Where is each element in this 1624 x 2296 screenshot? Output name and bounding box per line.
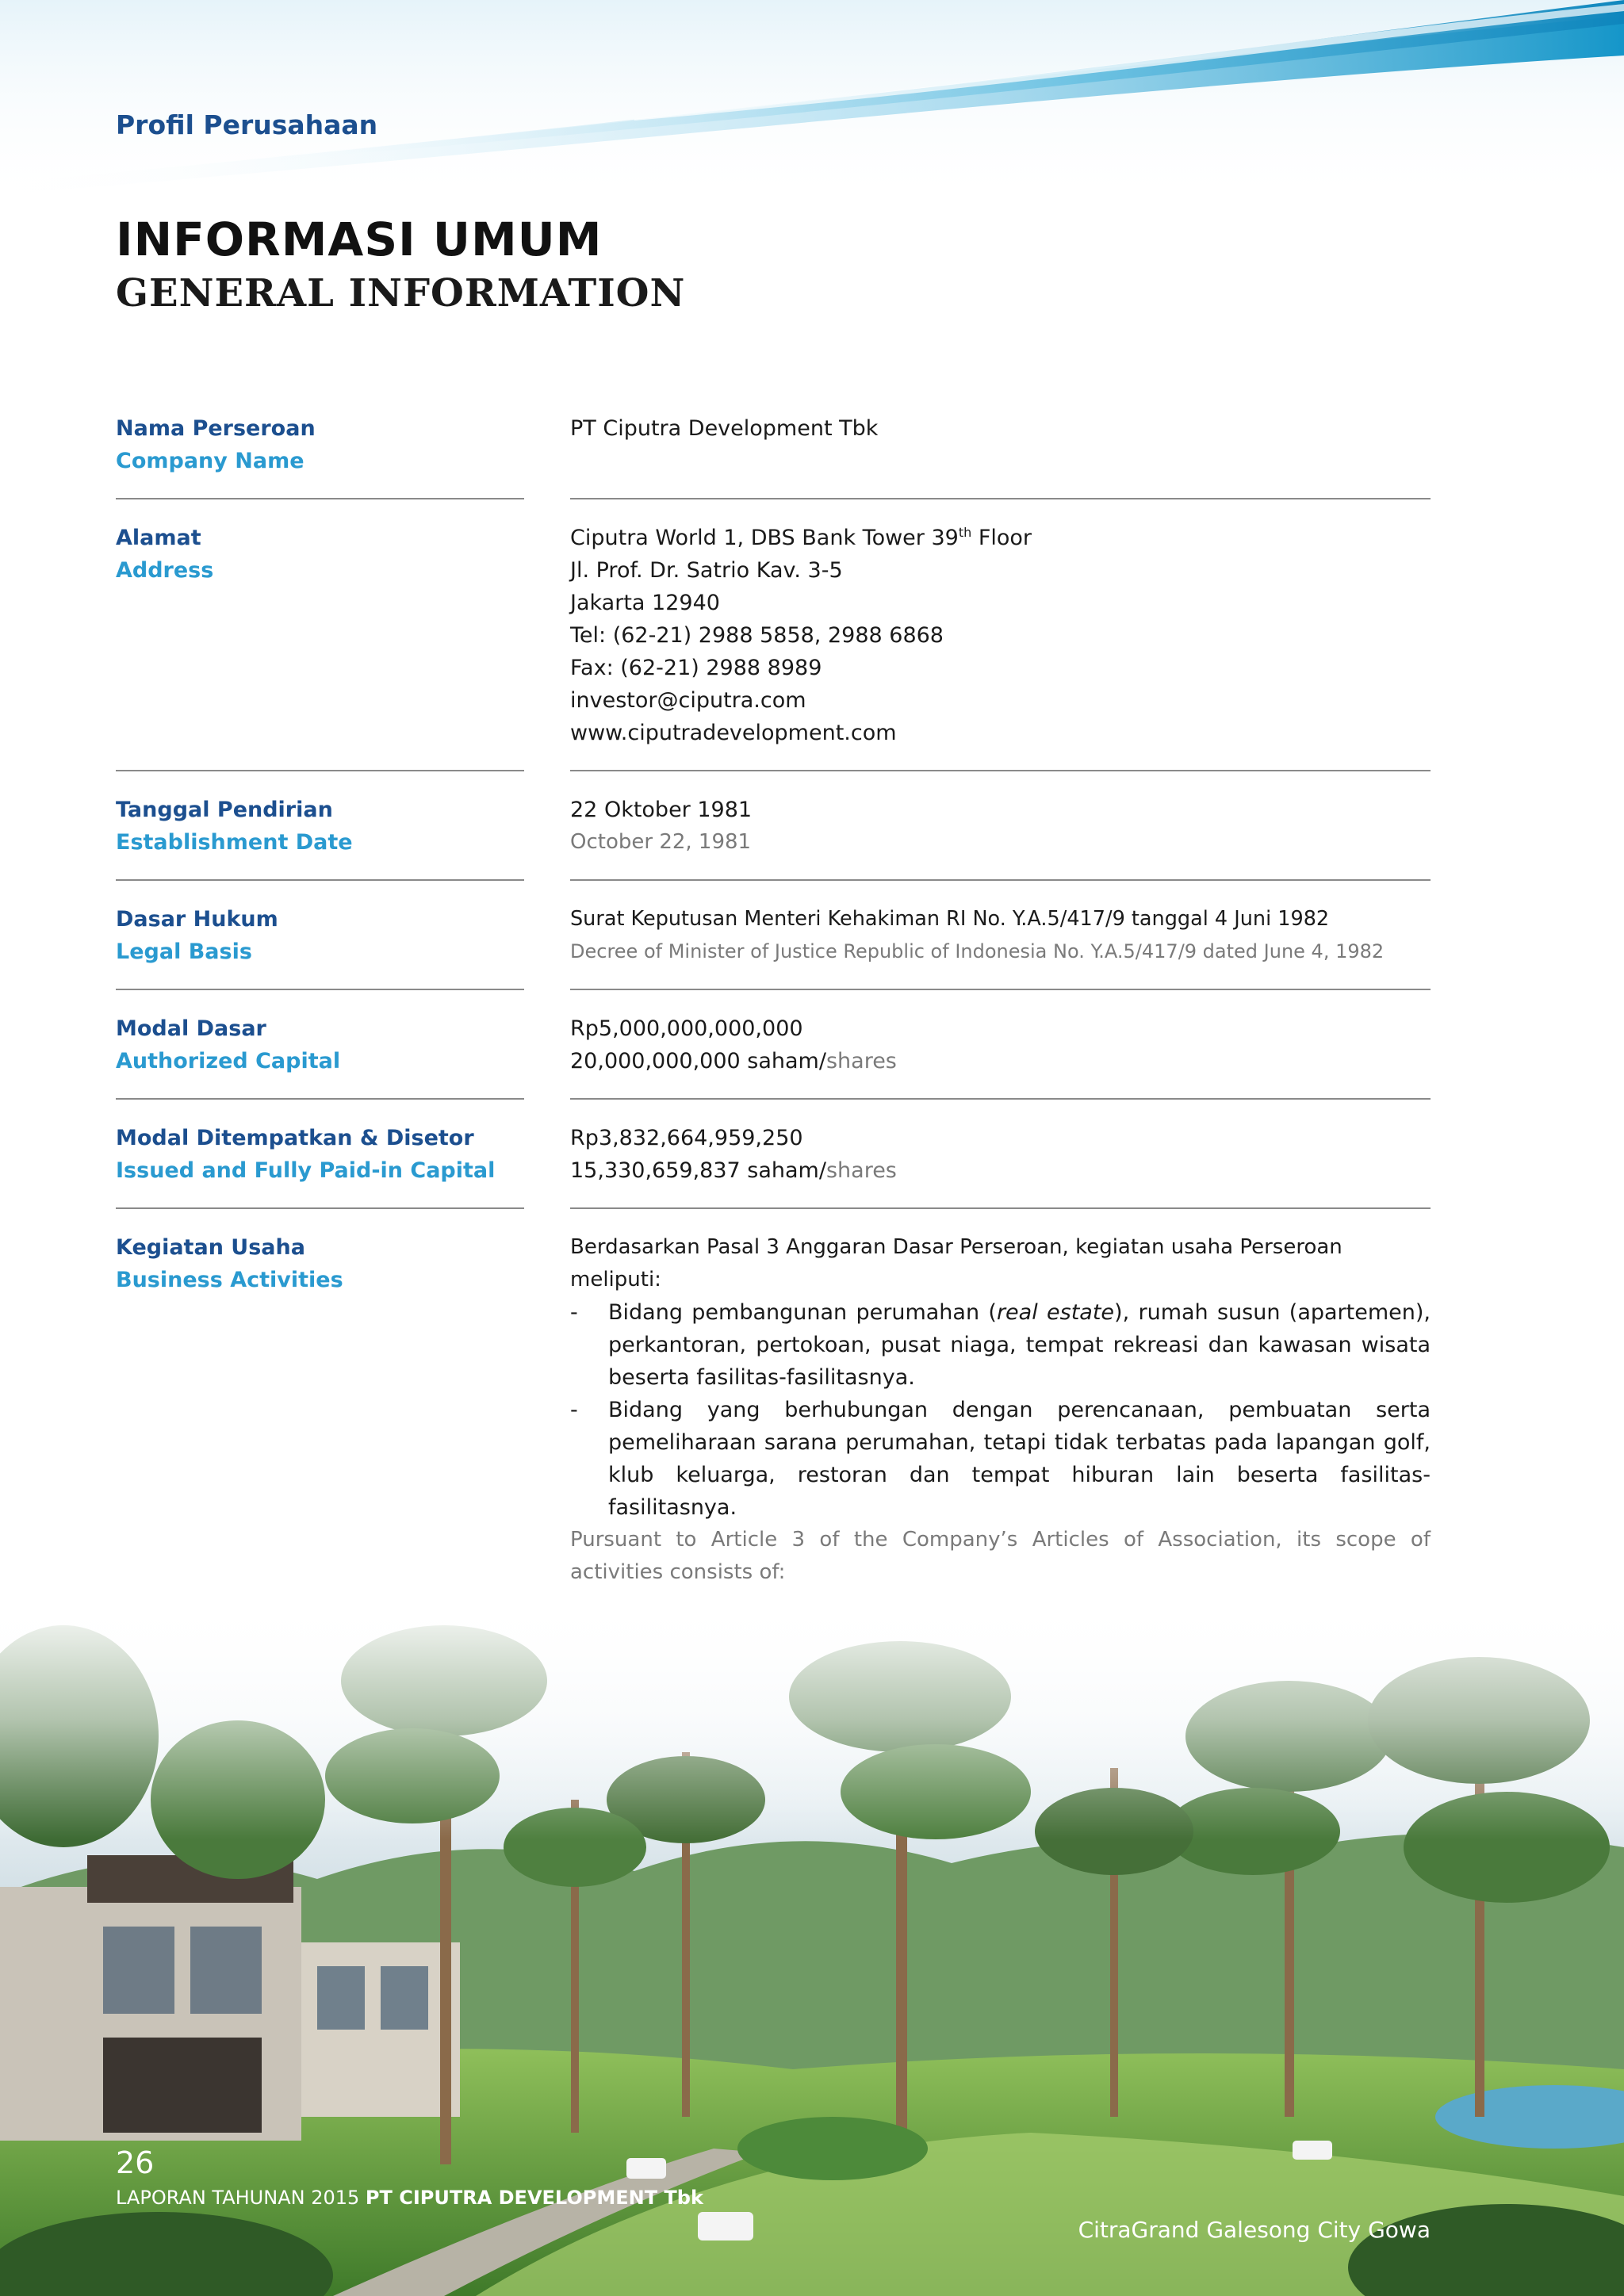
- general-info-table: [116, 412, 1431, 1751]
- website-link[interactable]: www.ciputradevelopment.com: [570, 721, 897, 745]
- establishment-date-en: October 22, 1981: [570, 830, 752, 854]
- bullet-text: [608, 1296, 1431, 1394]
- fax: Fax: (62-21) 2988 8989: [570, 656, 822, 680]
- row-divider: [116, 1098, 1431, 1100]
- row-label-id: Kegiatan Usaha: [116, 1235, 305, 1260]
- bullet-text-italic: real estate: [996, 1300, 1115, 1325]
- bullet-dash: -: [570, 1300, 578, 1325]
- shares-word-en: shares: [825, 1158, 897, 1183]
- legal-basis-id: Surat Keputusan Menteri Kehakiman RI No. Y.A.5/417/9 tanggal 4 Juni 1982: [570, 907, 1330, 931]
- page-title: INFORMASI UMUM: [116, 212, 603, 266]
- section-label: Profil Perusahaan: [116, 109, 378, 140]
- row-label-id: Nama Perseroan: [116, 416, 316, 441]
- row-label-id: Dasar Hukum: [116, 907, 278, 932]
- establishment-date-id: 22 Oktober 1981: [570, 798, 753, 822]
- legal-basis-en: Decree of Minister of Justice Republic of Indonesia No. Y.A.5/417/9 dated June 4, 1982: [570, 940, 1385, 962]
- row-divider: [116, 1207, 1431, 1209]
- row-label-id: Tanggal Pendirian: [116, 798, 333, 822]
- info-row-authorized-capital: [116, 1012, 1431, 1077]
- address-line-1: [570, 522, 1431, 554]
- address-line-1-text: Ciputra World 1, DBS Bank Tower 39: [570, 526, 959, 550]
- issued-capital-amount: Rp3,832,664,959,250: [570, 1126, 803, 1150]
- row-divider: [116, 498, 1431, 499]
- header-swoosh-graphic: [0, 0, 1624, 206]
- ordinal-suffix: th: [958, 525, 972, 540]
- address-line-2: Jl. Prof. Dr. Satrio Kav. 3-5: [570, 558, 843, 583]
- row-label-en: Legal Basis: [116, 939, 252, 964]
- shares-word-en: shares: [825, 1049, 897, 1073]
- business-intro-id: Berdasarkan Pasal 3 Anggaran Dasar Perseroan, kegiatan usaha Perseroan meliputi:: [570, 1235, 1342, 1292]
- image-caption: CitraGrand Galesong City Gowa: [1078, 2217, 1431, 2243]
- row-divider: [116, 770, 1431, 771]
- telephone: Tel: (62-21) 2988 5858, 2988 6868: [570, 623, 944, 648]
- bullet-text-part: ), rumah susun (apartemen), perkantoran, pertokoan, pusat niaga, tempat rekreasi dan kawasan wisata beserta fasilitas-fasilitasnya.: [608, 1300, 1431, 1390]
- row-divider: [116, 879, 1431, 881]
- info-row-establishment-date: [116, 794, 1431, 859]
- row-label-en: Business Activities: [116, 1268, 343, 1292]
- address-line-3: Jakarta 12940: [570, 591, 720, 615]
- info-row-address: [116, 522, 1431, 749]
- row-label-en: Address: [116, 558, 214, 583]
- info-row-issued-capital: [116, 1122, 1431, 1187]
- row-label-id: Alamat: [116, 526, 201, 550]
- row-label-en: Company Name: [116, 449, 304, 473]
- company-name-value: PT Ciputra Development Tbk: [570, 416, 879, 441]
- email-link[interactable]: investor@ciputra.com: [570, 688, 806, 713]
- bullet-text: Bidang yang berhubungan dengan perencanaan, pembuatan serta pemeliharaan sarana perumahan, tetapi tidak terbatas pada lapangan golf, klub keluarga, restoran dan tempat hiburan lain beserta fasilitas-fasilitasnya.: [608, 1398, 1431, 1520]
- info-row-legal-basis: [116, 903, 1431, 968]
- report-footer: [116, 2187, 703, 2209]
- info-row-company-name: [116, 412, 1431, 477]
- row-divider: [116, 989, 1431, 990]
- business-bullet-id-2: [570, 1394, 1431, 1524]
- row-label-id: Modal Dasar: [116, 1016, 266, 1041]
- page-subtitle: GENERAL INFORMATION: [116, 271, 686, 316]
- shares-count: 20,000,000,000 saham/: [570, 1049, 826, 1073]
- row-label-en: Issued and Fully Paid-in Capital: [116, 1158, 496, 1183]
- page-number: 26: [116, 2145, 155, 2180]
- bullet-text-part: Bidang pembangunan perumahan (: [608, 1300, 997, 1325]
- row-label-en: Establishment Date: [116, 830, 353, 855]
- issued-capital-shares: [570, 1154, 1431, 1187]
- address-line-1-floor: Floor: [971, 526, 1032, 550]
- row-label-en: Authorized Capital: [116, 1049, 341, 1073]
- business-bullet-id-1: [570, 1296, 1431, 1394]
- business-intro-en: Pursuant to Article 3 of the Company’s Articles of Association, its scope of activities consists of:: [570, 1528, 1431, 1584]
- authorized-capital-amount: Rp5,000,000,000,000: [570, 1016, 803, 1041]
- report-company: PT CIPUTRA DEVELOPMENT Tbk: [365, 2187, 703, 2209]
- shares-count: 15,330,659,837 saham/: [570, 1158, 826, 1183]
- bullet-dash: -: [570, 1398, 578, 1422]
- authorized-capital-shares: [570, 1045, 1431, 1077]
- report-title: LAPORAN TAHUNAN 2015: [116, 2187, 366, 2209]
- row-label-id: Modal Ditempatkan & Disetor: [116, 1126, 474, 1150]
